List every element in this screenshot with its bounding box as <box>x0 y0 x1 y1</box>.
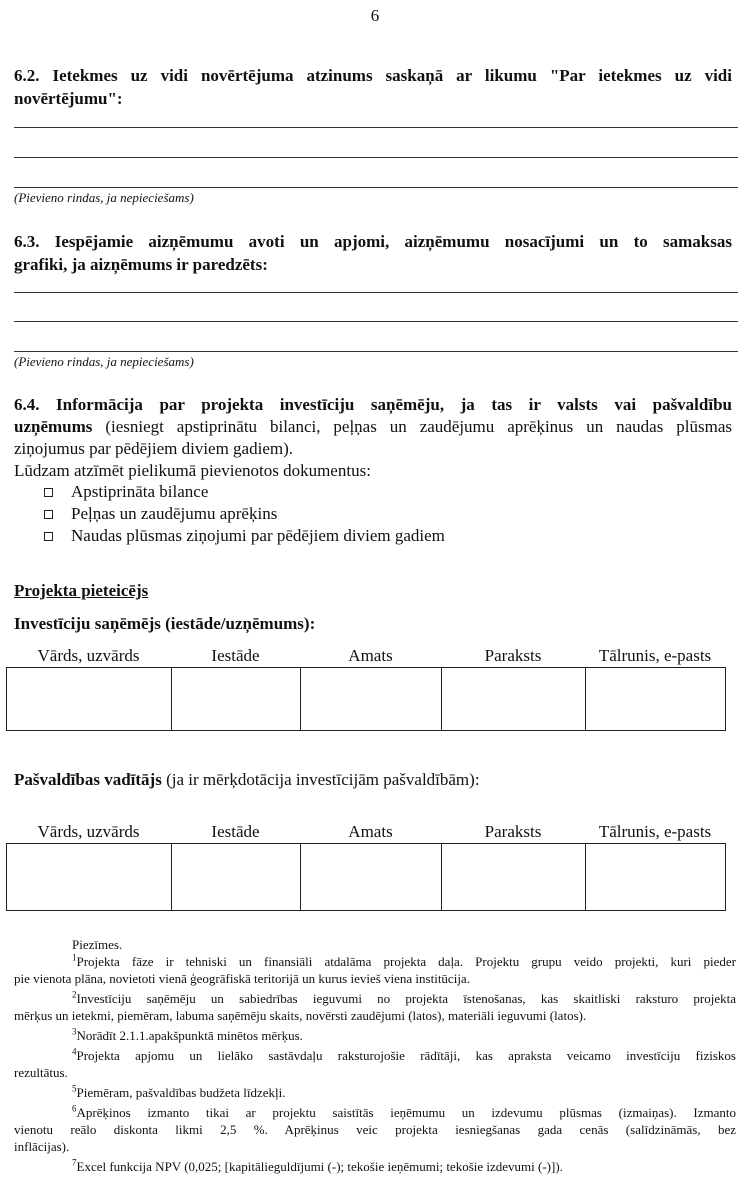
section-6-2-heading <box>14 64 732 110</box>
municipality-heading-rest: (ja ir mērķdotācija investīcijām pašvaldībām): <box>161 770 480 789</box>
investor-table <box>6 667 726 731</box>
footnote-5 <box>14 1084 736 1101</box>
footnote-6-cont2: inflācijas). <box>14 1139 70 1154</box>
footnote-2 <box>14 990 736 1007</box>
footnote-6-cont: vienotu reālo diskonta likmi 2,5 %. Aprēķinus veic projekta iesniegšanas gada cenās (salīdzināmās, bez <box>14 1122 736 1137</box>
applicant-section-title: Projekta pieteicējs <box>14 581 149 600</box>
footnote-text: Projekta fāze ir tehniski un finansiāli atdalāma projekta daļa. Projektu grupu veido projekti, kuri pieder <box>76 954 736 969</box>
footnote-4-cont: rezultātus. <box>14 1065 68 1080</box>
signature-cell[interactable] <box>442 844 586 911</box>
checkbox-item-profit-loss[interactable] <box>44 503 277 525</box>
footnote-4 <box>14 1047 736 1064</box>
answer-line[interactable] <box>14 187 738 188</box>
section-6-2-line2: novērtējumu": <box>14 89 123 108</box>
footnote-3 <box>14 1027 736 1044</box>
answer-line[interactable] <box>14 292 738 293</box>
answer-line[interactable] <box>14 351 738 352</box>
footnote-number: 4 <box>72 1046 77 1057</box>
page-number: 6 <box>370 6 380 25</box>
answer-line[interactable] <box>14 127 738 128</box>
phone-email-cell[interactable] <box>586 844 726 911</box>
phone-email-cell[interactable] <box>586 668 726 731</box>
name-cell[interactable] <box>7 844 172 911</box>
add-rows-hint: (Pievieno rindas, ja nepieciešams) <box>14 190 194 205</box>
footnotes <box>14 936 736 1175</box>
municipality-table <box>6 843 726 911</box>
footnote-number: 6 <box>72 1103 77 1114</box>
table-row <box>7 844 726 911</box>
section-6-4-line1: 6.4. Informācija par projekta investīciju saņēmēju, ja tas ir valsts vai pašvaldību <box>14 395 732 414</box>
footnote-text: Investīciju saņēmēju un sabiedrības ieguvumi no projekta īstenošanas, kas skaitliski raksturo projekta <box>76 991 736 1006</box>
footnote-text: Excel funkcija NPV (0,025; [kapitālieguldījumi (-); tekošie ieņēmumi; tekošie izdevumi (-)]). <box>76 1159 563 1174</box>
col-header-institution: Iestāde <box>211 822 260 841</box>
footnote-number: 1 <box>72 952 77 963</box>
footnote-number: 2 <box>72 989 77 1000</box>
col-header-signature: Paraksts <box>484 646 542 665</box>
checkbox-label: Naudas plūsmas ziņojumi par pēdējiem diviem gadiem <box>71 526 445 545</box>
col-header-institution: Iestāde <box>211 646 260 665</box>
municipality-heading-bold: Pašvaldības vadītājs <box>14 770 162 789</box>
footnote-1 <box>14 953 736 970</box>
position-cell[interactable] <box>301 844 442 911</box>
section-6-4-line3: ziņojumus par pēdējiem diviem gadiem). <box>14 439 294 458</box>
section-6-3-line2: grafiki, ja aizņēmums ir paredzēts: <box>14 255 268 274</box>
footnotes-title: Piezīmes. <box>72 937 123 952</box>
section-6-4-line2-rest: (iesniegt apstiprinātu bilanci, peļņas un zaudējumu aprēķinus un naudas plūsmas <box>92 417 732 436</box>
checkbox-label: Peļņas un zaudējumu aprēķins <box>71 504 278 523</box>
footnote-number: 7 <box>72 1157 77 1168</box>
name-cell[interactable] <box>7 668 172 731</box>
section-6-4-text <box>14 394 732 482</box>
section-6-2-line1: 6.2. Ietekmes uz vidi novērtējuma atzinums saskaņā ar likumu "Par ietekmes uz vidi <box>14 66 732 85</box>
checkbox-item-cash-flow[interactable] <box>44 525 445 547</box>
checkbox[interactable] <box>44 510 53 519</box>
footnote-2-cont: mērķus un ietekmi, piemēram, labuma saņēmēju skaits, novērsti zaudējumi (latos), materiāli ieguvumi (latos). <box>14 1008 587 1023</box>
col-header-position: Amats <box>348 646 393 665</box>
checkbox[interactable] <box>44 532 53 541</box>
col-header-signature: Paraksts <box>484 822 542 841</box>
footnote-6 <box>14 1104 736 1121</box>
section-6-3-heading <box>14 230 732 276</box>
footnote-number: 3 <box>72 1026 77 1037</box>
footnote-text: Piemēram, pašvaldības budžeta līdzekļi. <box>76 1085 286 1100</box>
col-header-name: Vārds, uzvārds <box>37 646 140 665</box>
investor-heading: Investīciju saņēmējs (iestāde/uzņēmums): <box>14 614 316 633</box>
section-6-4-line2-bold: uzņēmums <box>14 417 93 436</box>
col-header-position: Amats <box>348 822 393 841</box>
section-6-4-line4: Lūdzam atzīmēt pielikumā pievienotos dokumentus: <box>14 461 371 480</box>
answer-line[interactable] <box>14 321 738 322</box>
answer-line[interactable] <box>14 157 738 158</box>
footnote-7 <box>14 1158 736 1175</box>
institution-cell[interactable] <box>172 844 301 911</box>
col-header-phone-email: Tālrunis, e-pasts <box>598 646 712 665</box>
footnote-number: 5 <box>72 1083 77 1094</box>
institution-cell[interactable] <box>172 668 301 731</box>
signature-cell[interactable] <box>442 668 586 731</box>
checkbox-item-balance[interactable] <box>44 481 208 503</box>
footnote-text: Projekta apjomu un lielāko sastāvdaļu raksturojošie rādītāji, kas apraksta veicamo investīciju fiziskos <box>76 1048 736 1063</box>
municipality-heading <box>14 770 480 790</box>
checkbox[interactable] <box>44 488 53 497</box>
footnote-text: Norādīt 2.1.1.apakšpunktā minētos mērķus. <box>76 1028 303 1043</box>
add-rows-hint: (Pievieno rindas, ja nepieciešams) <box>14 354 194 369</box>
footnote-1-cont: pie vienota plāna, novietoti vienā ģeogrāfiskā teritorijā un kurus ievieš viena institūcija. <box>14 971 470 986</box>
table-row <box>7 668 726 731</box>
position-cell[interactable] <box>301 668 442 731</box>
col-header-name: Vārds, uzvārds <box>37 822 140 841</box>
col-header-phone-email: Tālrunis, e-pasts <box>598 822 712 841</box>
checkbox-label: Apstiprināta bilance <box>71 482 209 501</box>
section-6-4-line2 <box>14 416 732 438</box>
section-6-3-line1: 6.3. Iespējamie aizņēmumu avoti un apjomi, aizņēmumu nosacījumi un to samaksas <box>14 232 732 251</box>
footnote-text: Aprēķinos izmanto tikai ar projektu saistītās ieņēmumu un izdevumu plūsmas (izmaiņas). Izmanto <box>76 1105 736 1120</box>
